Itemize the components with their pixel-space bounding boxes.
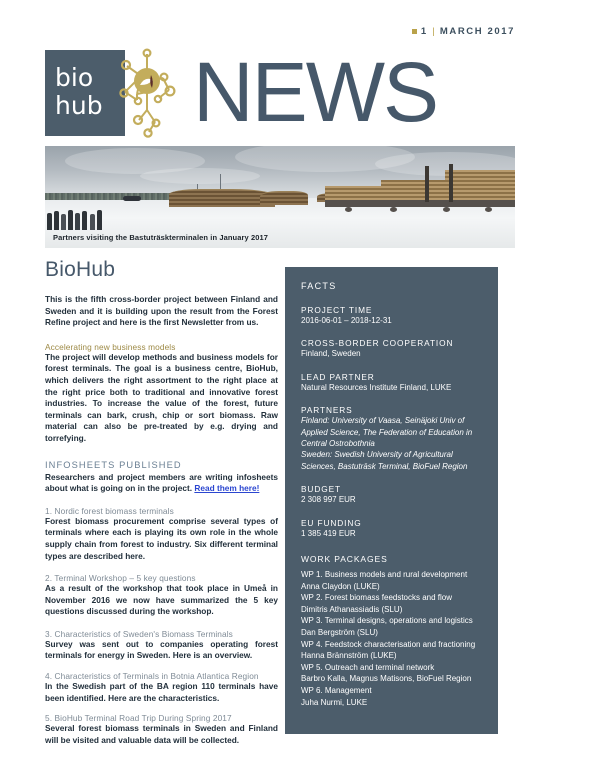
photo-wagon-post [449, 164, 453, 202]
facts-value-project-time: 2016-06-01 – 2018-12-31 [301, 316, 392, 325]
article-intro: This is the fifth cross-border project between Finland and Sweden and it is building upon the result from the Forest Refine project and here is the first Newsletter from us. [45, 294, 278, 328]
facts-value-budget: 2 308 997 EUR [301, 495, 356, 505]
work-package-person-1: Anna Claydon (LUKE) [301, 581, 380, 591]
facts-label-eu-funding: EU FUNDING [301, 517, 362, 528]
issue-number: 1 [420, 25, 428, 37]
photo-vehicle [123, 196, 141, 201]
photo-caption: Partners visiting the Bastuträskterminalen in January 2017 [53, 233, 269, 242]
infosheet-body-2: As a result of the workshop that took place in Umeå in November 2016 we now have summarized the 5 key questions discussed during the workshop. [45, 583, 278, 617]
hero-photo [45, 146, 515, 248]
article-title: BioHub [45, 258, 116, 281]
work-package-name-1: WP 1. Business models and rural development [301, 570, 468, 580]
infosheet-title-5: 5. BioHub Terminal Road Trip During Spring 2017 [45, 713, 232, 724]
photo-people-group [47, 204, 105, 230]
infosheets-lead [45, 472, 278, 495]
photo-wagon-wheel [485, 207, 492, 212]
photo-wagon-wheel [390, 207, 397, 212]
facts-label-project-time: PROJECT TIME [301, 305, 373, 315]
photo-cloud [140, 168, 260, 184]
infosheet-body-1: Forest biomass procurement comprise several types of terminals where each is playing its own role in the whole supply chain from forest to industry. Six different terminal types are described here. [45, 515, 278, 561]
photo-log-wagon [325, 186, 385, 200]
infosheet-title-3: 3. Characteristics of Sweden's Biomass Terminals [45, 628, 233, 639]
photo-wagon-post [425, 166, 429, 202]
facts-label-work-packages: WORK PACKAGES [301, 554, 388, 565]
work-package-person-6: Juha Nurmi, LUKE [301, 697, 368, 707]
facts-value-eu-funding: 1 385 419 EUR [301, 528, 356, 538]
work-package-name-2: WP 2. Forest biomass feedstocks and flow [301, 593, 453, 603]
work-package-person-4: Hanna Brännström (LUKE) [301, 651, 397, 661]
facts-title: FACTS [301, 281, 337, 291]
logo-line-hub: hub [55, 91, 103, 120]
facts-label-budget: BUDGET [301, 484, 341, 495]
facts-panel [285, 267, 498, 734]
facts-value-partners-sweden: Sweden: Swedish University of Agricultural Sciences, Bastuträsk Terminal, BioFuel Region [301, 450, 468, 471]
masthead [45, 45, 515, 140]
issue-line [412, 26, 515, 37]
facts-value-lead-partner: Natural Resources Institute Finland, LUKE [301, 382, 452, 392]
infosheet-title-2: 2. Terminal Workshop – 5 key questions [45, 573, 196, 584]
work-package-name-4: WP 4. Feedstock characterisation and fractioning [301, 639, 476, 649]
facts-label-lead-partner: LEAD PARTNER [301, 371, 375, 382]
photo-log-stack [260, 191, 308, 205]
issue-separator: | [432, 25, 435, 37]
logo-line-bio: bio [55, 63, 94, 92]
article-column [45, 258, 278, 746]
work-package-name-3: WP 3. Terminal designs, operations and logistics [301, 616, 473, 626]
read-them-here-link[interactable]: Read them here! [194, 483, 260, 494]
infosheet-title-4: 4. Characteristics of Terminals in Botnia Atlantica Region [45, 671, 259, 682]
work-package-name-5: WP 5. Outreach and terminal network [301, 662, 435, 672]
work-package-person-5: Barbro Kalla, Magnus Matisons, BioFuel Region [301, 674, 472, 684]
facts-value-cooperation: Finland, Sweden [301, 349, 361, 359]
facts-label-partners: PARTNERS [301, 405, 353, 416]
section-body-business-models: The project will develop methods and business models for forest terminals. The goal is a business centre, BioHub, which delivers the right assortment to the right place at the right price both to traditional and innovative forest industries. To increase the value of the forest, future terminals can bark, crush, chip or sort biomass. Raw material can also be pre-treated by e.g. drying and torrefying. [45, 351, 278, 443]
molecule-network-icon [107, 48, 187, 140]
page-title: NEWS [193, 45, 437, 139]
issue-date: MARCH 2017 [439, 25, 515, 37]
infosheets-heading: INFOSHEETS PUBLISHED [45, 459, 182, 470]
logo-wordmark [55, 64, 103, 120]
work-package-person-3: Dan Bergström (SLU) [301, 628, 378, 638]
facts-label-cooperation: CROSS-BORDER COOPERATION [301, 338, 454, 349]
work-package-name-6: WP 6. Management [301, 686, 372, 695]
photo-wagon-wheel [443, 207, 450, 212]
issue-bullet-icon [412, 29, 417, 34]
photo-log-wagon [445, 170, 515, 200]
photo-log-wagon [381, 180, 451, 200]
infosheet-body-5: Several forest biomass terminals in Sweden and Finland will be visited and valuable data will be collected. [45, 723, 278, 745]
infosheet-body-3: Survey was sent out to companies operating forest terminals for energy in Sweden. Here is an overview. [45, 638, 278, 661]
infosheet-body-4: In the Swedish part of the BA region 110 terminals have been identified. Here are the characteristics. [45, 681, 278, 703]
work-package-person-2: Dimitris Athanassiadis (SLU) [301, 604, 403, 614]
infosheet-title-1: 1. Nordic forest biomass terminals [45, 505, 174, 516]
photo-wagon-chassis [325, 200, 515, 207]
photo-wagon-wheel [345, 207, 352, 212]
infosheets-lead-text: Researchers and project members are writing infosheets about what is going on in the project. [45, 471, 278, 494]
section-heading-business-models: Accelerating new business models [45, 341, 176, 352]
top-bar [45, 20, 515, 42]
facts-value-partners-finland: Finland: University of Vaasa, Seinäjoki Univ of Applied Science, The Federation of Education in Central Ostrobothnia [301, 416, 473, 449]
